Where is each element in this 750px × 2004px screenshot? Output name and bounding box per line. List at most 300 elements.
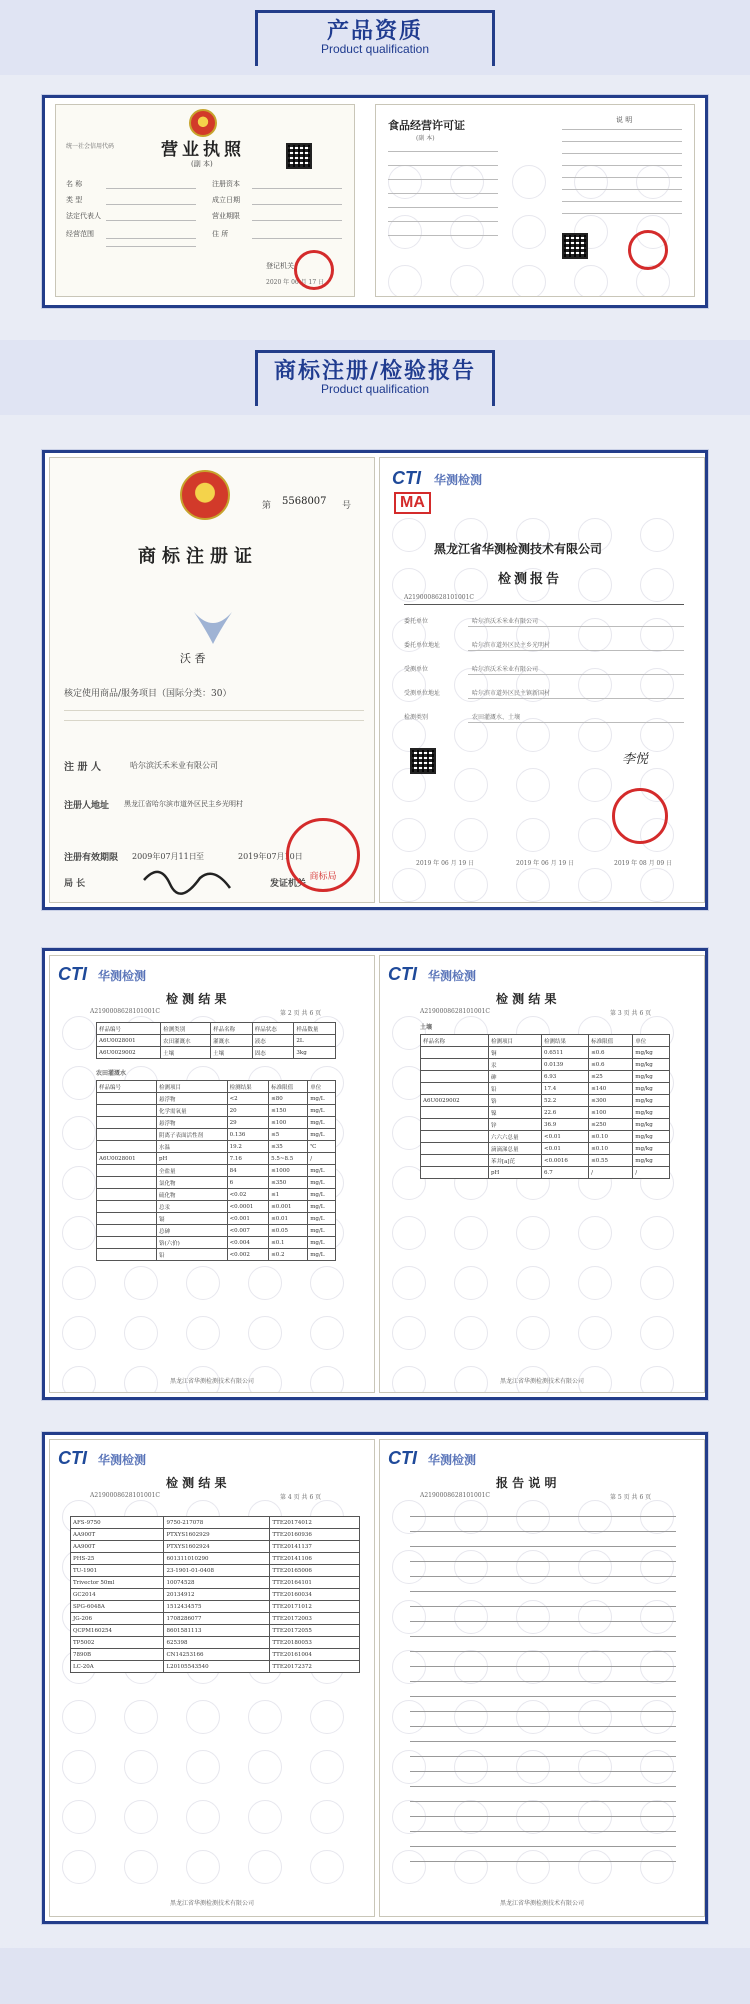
table-cell: 砷 [488,1071,541,1083]
table-row [97,1165,336,1177]
table-cell: 检测结果 [542,1035,589,1047]
cover-row-label: 受测单位 [404,666,429,673]
cti-logo-icon: CTI [392,468,421,488]
watermark-icon [62,1066,96,1100]
cover-row-label: 委托单位地址 [404,642,441,649]
table-cell: ≤0.01 [269,1213,308,1225]
cover-row-label: 委托单位 [404,618,429,625]
page-indicator: 第 5 页 共 6 页 [610,1494,652,1501]
table-cell: mg/kg [633,1083,670,1095]
watermark-icon [454,1850,488,1884]
table-row [71,1577,360,1589]
watermark-icon [640,1850,674,1884]
cti-brand-name: 华测检测 [98,1453,147,1467]
table-cell: TTE20160936 [270,1529,360,1541]
table-row-line [410,1711,676,1712]
table-cell: ≤0.6 [589,1059,633,1071]
table-cell: QCPM160254 [71,1625,164,1637]
table-cell [97,1249,157,1261]
watermark-icon [578,1800,612,1834]
table-cell: mg/kg [633,1155,670,1167]
watermark-icon [124,1366,158,1393]
table-cell [97,1165,157,1177]
cti-brand-name: 华测检测 [428,969,477,983]
page-footer: 黑龙江省华测检测技术有限公司 [500,1378,585,1385]
table-cell [421,1071,489,1083]
food-permit-image [375,104,695,297]
watermark-icon [454,868,488,902]
table-cell: 6 [227,1177,269,1189]
table-row [97,1047,336,1059]
watermark-icon [248,1266,282,1300]
table-cell: 10074528 [164,1577,270,1589]
watermark-icon [62,1016,96,1050]
table-cell [421,1083,489,1095]
watermark-icon [640,1366,674,1393]
table-row [97,1213,336,1225]
table-cell [421,1143,489,1155]
table-row [97,1129,336,1141]
watermark-icon [516,718,550,752]
table-row [97,1093,336,1105]
watermark-icon [640,1700,674,1734]
table-cell: <0.01 [542,1131,589,1143]
table-cell: mg/L [308,1237,336,1249]
watermark-icon [640,518,674,552]
water-label: 农田灌溉水 [96,1070,127,1077]
watermark-icon [636,265,670,297]
table-cell: ≤0.05 [269,1225,308,1237]
table-cell: / [308,1153,336,1165]
brand-logo-icon [190,604,236,650]
watermark-icon [392,1500,426,1534]
results-title: 检 测 结 果 [166,992,227,1006]
red-seal-icon [294,250,334,290]
table-row [421,1095,670,1107]
watermark-icon [310,1316,344,1350]
watermark-icon [392,518,426,552]
table-cell: mg/L [308,1093,336,1105]
business-license-image [55,104,355,297]
table-cell: 样品名称 [211,1023,253,1035]
watermark-icon [62,1316,96,1350]
red-seal-icon [628,230,668,270]
cover-row-value: 农田灌溉水、土壤 [472,714,521,721]
table-cell: mg/kg [633,1047,670,1059]
watermark-icon [640,618,674,652]
watermark-icon [62,1366,96,1393]
period-end: 2019年07月10日 [238,852,303,861]
table-cell: TTE20180053 [270,1637,360,1649]
watermark-icon [640,568,674,602]
address: 黑龙江省哈尔滨市道外区民主乡光明村 [124,800,243,808]
table-cell: 检测结果 [227,1081,269,1093]
table-cell [97,1237,157,1249]
table-cell [97,1201,157,1213]
table-cell [97,1177,157,1189]
table-cell: mg/L [308,1189,336,1201]
table-cell: 悬浮物 [156,1093,227,1105]
table-cell: / [633,1167,670,1179]
cover-row-value: 哈尔滨市道外区民主镇新国村 [472,690,551,697]
table-cell: mg/L [308,1105,336,1117]
watermark-icon [392,1216,426,1250]
table-row [97,1177,336,1189]
watermark-icon [62,1266,96,1300]
table-cell [97,1093,157,1105]
watermark-icon [578,1500,612,1534]
table-cell: A6U0029002 [421,1095,489,1107]
table-cell [97,1105,157,1117]
watermark-icon [310,1800,344,1834]
cti-logo-icon: CTI [58,1448,87,1468]
table-row-line [410,1576,676,1577]
table-cell: 0.6511 [542,1047,589,1059]
watermark-icon [62,1750,96,1784]
table-cell: pH [156,1153,227,1165]
soil-label: 土壤 [420,1024,433,1031]
watermark-icon [186,1750,220,1784]
watermark-icon [248,1700,282,1734]
table-row [71,1589,360,1601]
watermark-icon [516,1550,550,1584]
table-cell: ≤140 [589,1083,633,1095]
food-permit-title: 食品经营许可证 [388,119,465,132]
table-cell: A6U0028001 [97,1035,161,1047]
results-page-4 [49,1439,375,1917]
national-emblem-icon [180,470,230,520]
watermark-icon [248,1750,282,1784]
results-page-3 [379,955,705,1393]
registrant-label: 注 册 人 [64,762,101,773]
table-row [421,1083,670,1095]
license-authority: 登记机关 [266,262,294,270]
address-label: 注册人地址 [64,801,110,811]
watermark-icon [62,1216,96,1250]
results-title: 检 测 结 果 [166,1476,227,1490]
table-cell: ≤35 [269,1141,308,1153]
table-cell: 农田灌溉水 [161,1035,211,1047]
table-cell: <0.002 [227,1249,269,1261]
table-cell: CN14253166 [164,1649,270,1661]
national-emblem-icon [189,109,217,137]
table-row [97,1105,336,1117]
table-row-line [410,1696,676,1697]
watermark-icon [454,1800,488,1834]
table-cell: 36.9 [542,1119,589,1131]
watermark-icon [574,165,608,199]
table-cell: 汞 [488,1059,541,1071]
watermark-icon [512,265,546,297]
table-cell: ≤0.1 [269,1237,308,1249]
watermark-icon [124,1700,158,1734]
table-cell: 23-1901-01-0408 [164,1565,270,1577]
watermark-icon [124,1316,158,1350]
table-cell [97,1225,157,1237]
table-cell: 铅 [156,1249,227,1261]
table-cell: 7.16 [227,1153,269,1165]
report-number: A2190008628101001C [90,1008,161,1015]
table-cell: <0.001 [227,1213,269,1225]
table-cell: 样品状态 [252,1023,294,1035]
table-cell: TU-1901 [71,1565,164,1577]
table-cell: 7890B [71,1649,164,1661]
watermark-icon [640,1316,674,1350]
watermark-icon [516,1800,550,1834]
cover-row-value: 哈尔滨市道外区民主乡光明村 [472,642,551,649]
table-row-line [410,1651,676,1652]
cover-row-value: 哈尔滨沃禾米业有限公司 [472,666,539,673]
table-row [71,1601,360,1613]
table-cell: 3kg [294,1047,336,1059]
table-cell: pH [488,1167,541,1179]
table-cell: PTXYS1602929 [164,1529,270,1541]
cti-brand-name: 华测检测 [98,969,147,983]
watermark-icon [454,768,488,802]
table-cell: 标准限值 [269,1081,308,1093]
watermark-icon [186,1700,220,1734]
table-cell: mg/L [308,1249,336,1261]
table-cell: 1708286077 [164,1613,270,1625]
table-cell: ℃ [308,1141,336,1153]
watermark-icon [392,1700,426,1734]
table-row-line [410,1561,676,1562]
table-cell: <0.007 [227,1225,269,1237]
table-cell: ≤1 [269,1189,308,1201]
table-cell: 样品编号 [97,1023,161,1035]
table-cell: 8601581113 [164,1625,270,1637]
chief-label: 局 长 [64,879,86,889]
results-title: 检 测 结 果 [496,992,557,1006]
cti-brand-name: 华测检测 [428,1453,477,1467]
table-cell: 土壤 [161,1047,211,1059]
license-copy: (副 本) [191,160,213,168]
table-cell: mg/kg [633,1071,670,1083]
table-cell: ≤0.10 [589,1131,633,1143]
brand-name: 沃 香 [180,652,206,665]
watermark-icon [516,1216,550,1250]
report-date-mid: 2019 年 06 月 19 日 [516,860,575,867]
watermark-icon [454,1550,488,1584]
table-cell: ≤1000 [269,1165,308,1177]
table-cell: mg/kg [633,1143,670,1155]
watermark-icon [186,1800,220,1834]
table-cell: 22.6 [542,1107,589,1119]
watermark-icon [640,1216,674,1250]
signature-icon [140,860,240,896]
table-cell: 2L [294,1035,336,1047]
table-cell: / [589,1167,633,1179]
table-row [97,1237,336,1249]
table-row-line [410,1666,676,1667]
table-row [71,1553,360,1565]
table-cell [97,1129,157,1141]
table-row [71,1529,360,1541]
table-cell: <0.02 [227,1189,269,1201]
table-cell: 19.2 [227,1141,269,1153]
table-row [97,1081,336,1093]
table-row-line [410,1846,676,1847]
page-footer: 黑龙江省华测检测技术有限公司 [170,1900,255,1907]
table-cell: 84 [227,1165,269,1177]
table-cell: TTE20172372 [270,1661,360,1673]
company-name: 黑龙江省华测检测技术有限公司 [434,542,603,556]
table-cell: 阴离子表面活性剂 [156,1129,227,1141]
table-cell: mg/L [308,1201,336,1213]
table-cell: 铬 [488,1095,541,1107]
watermark-icon [392,1850,426,1884]
watermark-icon [392,1266,426,1300]
watermark-icon [62,1166,96,1200]
table-row [421,1071,670,1083]
watermark-icon [310,1750,344,1784]
watermark-icon [516,1266,550,1300]
table-cell: 液态 [252,1035,294,1047]
section-title: 产品资质 [326,19,423,44]
watermark-icon [516,868,550,902]
table-row [71,1565,360,1577]
watermark-icon [310,1266,344,1300]
cti-logo-icon: CTI [388,964,417,984]
period-start: 2009年07月11日 [132,852,197,861]
table-cell: 29 [227,1117,269,1129]
table-cell: ≤150 [269,1105,308,1117]
section-subtitle: Product qualification [320,42,430,56]
watermark-icon [388,265,422,297]
table-row-line [410,1861,676,1862]
table-cell: TTE20141106 [270,1553,360,1565]
watermark-icon [454,1316,488,1350]
table-cell: 0.0139 [542,1059,589,1071]
period-label: 注册有效期限 [64,853,119,863]
table-row [97,1035,336,1047]
table-cell: 单位 [308,1081,336,1093]
table-cell: PTXYS1602924 [164,1541,270,1553]
table-cell: mg/L [308,1213,336,1225]
table-row [421,1167,670,1179]
table-row [97,1249,336,1261]
watermark-icon [248,1850,282,1884]
watermark-icon [640,1800,674,1834]
table-cell: 20 [227,1105,269,1117]
table-cell: mg/kg [633,1059,670,1071]
license-panel [42,95,708,308]
watermark-icon [640,868,674,902]
watermark-icon [454,1216,488,1250]
table-cell: TTE20171012 [270,1601,360,1613]
table-cell: 17.4 [542,1083,589,1095]
goods-label: 核定使用商品/服务项目（国际分类：30） [64,689,232,699]
page-indicator: 第 4 页 共 6 页 [280,1494,322,1501]
table-cell [421,1119,489,1131]
table-cell: 总汞 [156,1201,227,1213]
table-cell: 铜 [488,1047,541,1059]
watermark-icon [512,165,546,199]
table-cell: 镉 [156,1213,227,1225]
table-row [97,1225,336,1237]
report-signature: 李悦 [622,752,649,767]
watermark-icon [578,1650,612,1684]
table-cell: 样品数量 [294,1023,336,1035]
bottom-band [0,1948,750,2004]
watermark-icon [62,1116,96,1150]
table-row [421,1155,670,1167]
watermark-icon [454,1700,488,1734]
trademark-number: 5568007 [282,496,327,507]
table-row [421,1119,670,1131]
table-cell: ≤0.55 [589,1155,633,1167]
table-cell: TTE20172003 [270,1613,360,1625]
watermark-icon [392,1650,426,1684]
license-date-label: 成立日期 [212,196,240,204]
table-cell: TTE20160034 [270,1589,360,1601]
table-cell [97,1213,157,1225]
table-cell [97,1117,157,1129]
table-cell: TTE20165006 [270,1565,360,1577]
table-row [421,1047,670,1059]
watermark-icon [636,165,670,199]
table-cell: 苯并[a]芘 [488,1155,541,1167]
table-cell: 水温 [156,1141,227,1153]
watermark-icon [454,1266,488,1300]
table-cell: 单位 [633,1035,670,1047]
table-cell: 601311010290 [164,1553,270,1565]
table-cell: 固态 [252,1047,294,1059]
table-cell: ≤350 [269,1177,308,1189]
results-page-2 [49,955,375,1393]
watermark-icon [578,1850,612,1884]
watermark-icon [392,818,426,852]
watermark-icon [516,1650,550,1684]
watermark-icon [516,818,550,852]
table-cell: 土壤 [211,1047,253,1059]
watermark-icon [124,1800,158,1834]
report-number: A2190008628101001C [404,594,475,601]
cover-row-label: 受测单位地址 [404,690,441,697]
table-row [97,1117,336,1129]
watermark-icon [310,1850,344,1884]
table-cell: 标准限值 [589,1035,633,1047]
watermark-icon [578,1266,612,1300]
results-panel-a [42,948,708,1400]
watermark-icon [392,718,426,752]
table-cell: 6.93 [542,1071,589,1083]
watermark-icon [392,1550,426,1584]
cover-row-label: 检测类别 [404,714,429,721]
results-page-5 [379,1439,705,1917]
license-title: 营业执照 [161,140,245,160]
table-cell: mg/L [308,1165,336,1177]
watermark-icon [454,1366,488,1393]
table-cell: 0.136 [227,1129,269,1141]
cti-logo-icon: CTI [388,1448,417,1468]
watermark-icon [186,1266,220,1300]
table-cell: JG-206 [71,1613,164,1625]
table-row-line [410,1621,676,1622]
page-indicator: 第 2 页 共 6 页 [280,1010,322,1017]
table-cell: A6U0028001 [97,1153,157,1165]
food-permit-right-title: 说 明 [616,116,633,124]
page-footer: 黑龙江省华测检测技术有限公司 [500,1900,585,1907]
watermark-icon [62,1800,96,1834]
table-cell: GC2014 [71,1589,164,1601]
table-cell: ≤100 [269,1117,308,1129]
watermark-icon [516,768,550,802]
watermark-icon [450,265,484,297]
watermark-icon [124,1850,158,1884]
table-cell: ≤5 [269,1129,308,1141]
watermark-icon [516,1316,550,1350]
